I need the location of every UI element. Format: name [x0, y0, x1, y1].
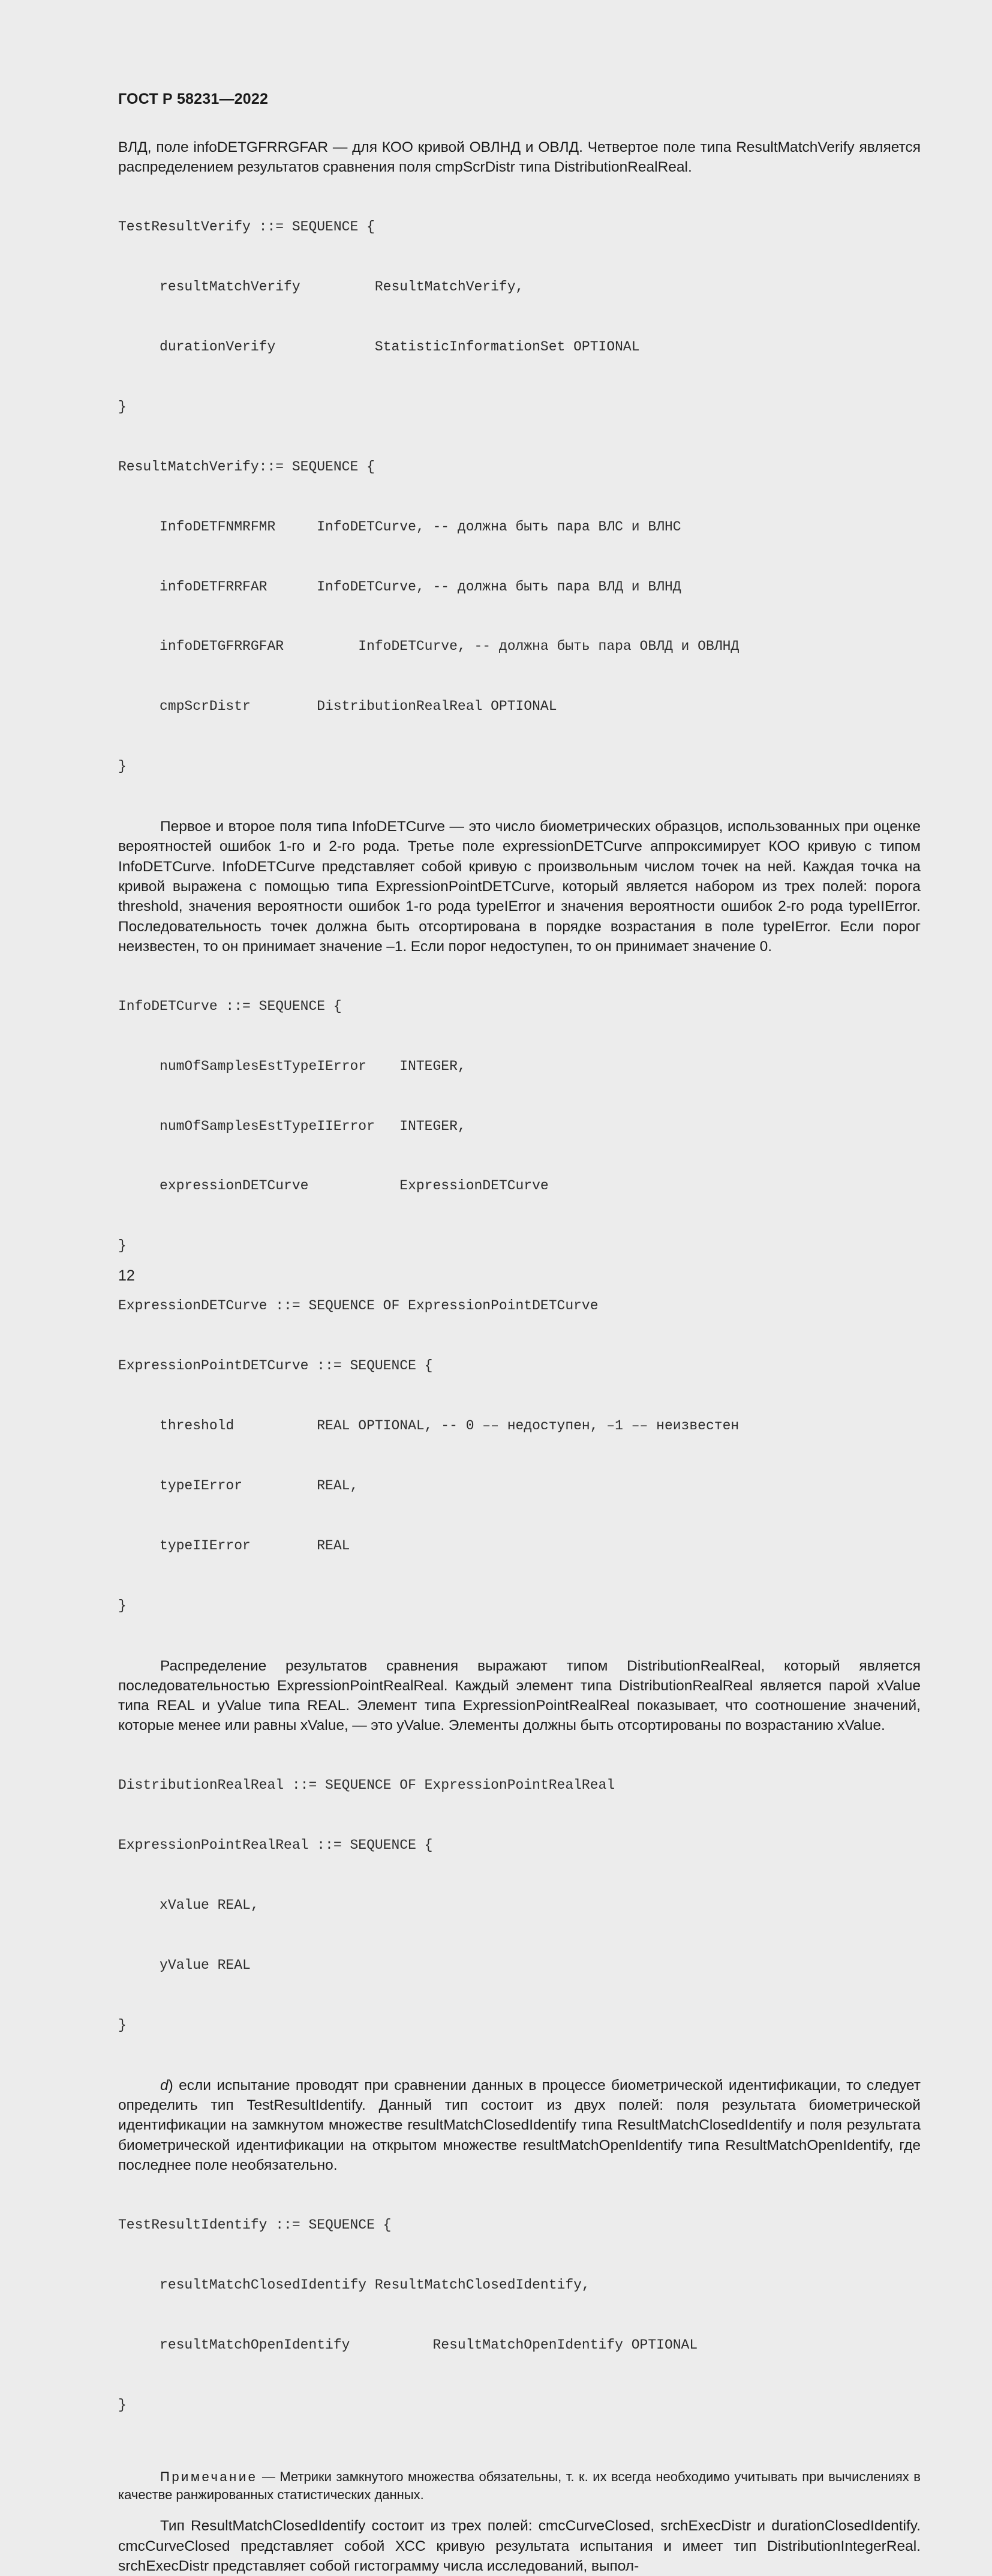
- code-line: }: [118, 2397, 127, 2413]
- code-line: resultMatchClosedIdentify ResultMatchClosedIdentify,: [118, 2277, 590, 2293]
- paragraph-closed-identify: Тип ResultMatchClosedIdentify состоит из трех полей: cmcCurveClosed, srchExecDistr и durationClosedIdentify. cmcCurveClosed представляет собой ХСС кривую результата испытания и имеет тип DistributionIntegerReal. srchExecDistr представляет собой гистограмму числа исследований, выпол-: [118, 2518, 921, 2575]
- code-line: ResultMatchVerify::= SEQUENCE {: [118, 458, 375, 475]
- code-line: xValue REAL,: [118, 1897, 259, 1914]
- code-line: ExpressionPointDETCurve ::= SEQUENCE {: [118, 1358, 433, 1374]
- paragraph-infodetcurve: Первое и второе поля типа InfoDETCurve — это число биометрических образцов, использованных при оценке вероятностей ошибок 1-го и 2-го рода. Третье поле expressionDETCurve аппроксимирует КОО кривую с типом InfoDETCurve. InfoDETCurve представляет собой кривую с произвольным числом точек на ней. Каждая точка на кривой выражена с помощью типа ExpressionPointDETCurve, который является набором из трех полей: порога threshold, значения вероятности ошибок 1-го рода typeIError и значения вероятности ошибок 2-го рода typeIIError. Последовательность точек должна быть отсортирована в порядке возрастания в поле typeIError. Если порог неизвестен, то он принимает значение –1. Если порог недоступен, то он принимает значение 0.: [118, 818, 921, 955]
- list-marker: d: [160, 2077, 169, 2094]
- code-line: }: [118, 398, 127, 415]
- code-line: infoDETGFRRGFAR InfoDETCurve, -- должна быть пара ОВЛД и ОВЛНД: [118, 638, 740, 655]
- page-content: [118, 137, 921, 2576]
- code-line: InfoDETFNMRFMR InfoDETCurve, -- должна быть пара ВЛС и ВЛНС: [118, 518, 681, 535]
- code-line: yValue REAL: [118, 1957, 251, 1974]
- paragraph-identify-text: ) если испытание проводят при сравнении данных в процессе биометрической идентификации, то следует определить тип TestResultIdentify. Данный тип состоит из двух полей: поля результата биометрической идентификации на замкнутом множестве resultMatchClosedIdentify типа ResultMatchClosedIdentify и поля результата биометрической идентификации на открытом множестве resultMatchOpenIdentify типа ResultMatchOpenIdentify, где последнее поле необязательно.: [118, 2077, 921, 2173]
- code-line: TestResultVerify ::= SEQUENCE {: [118, 219, 375, 235]
- code-block-verify: [118, 178, 921, 817]
- code-line: }: [118, 1238, 127, 1254]
- code-line: infoDETFRRFAR InfoDETCurve, -- должна быть пара ВЛД и ВЛНД: [118, 578, 681, 595]
- code-line: numOfSamplesEstTypeIError INTEGER,: [118, 1058, 466, 1074]
- note: [118, 2468, 921, 2504]
- paragraph-distribution: Распределение результатов сравнения выражают типом DistributionRealReal, который является последовательностью ExpressionPointRealReal. Каждый элемент типа DistributionRealReal является парой xValue типа REAL и yValue типа REAL. Элемент типа ExpressionPointRealReal показывает, что соотношение значений, которые менее или равны xValue, — это yValue. Элементы должны быть отсортированы по возрастанию xValue.: [118, 1657, 921, 1734]
- code-block-infodetcurve: [118, 956, 921, 1656]
- code-line: resultMatchVerify ResultMatchVerify,: [118, 279, 524, 295]
- code-line: }: [118, 2017, 127, 2033]
- code-line: numOfSamplesEstTypeIIError INTEGER,: [118, 1118, 466, 1134]
- standard-header: ГОСТ Р 58231—2022: [118, 91, 269, 107]
- code-line: durationVerify StatisticInformationSet OPTIONAL: [118, 338, 640, 355]
- code-line: typeIError REAL,: [118, 1477, 359, 1494]
- code-line: TestResultIdentify ::= SEQUENCE {: [118, 2217, 392, 2233]
- code-block-identify: [118, 2175, 921, 2455]
- code-line: expressionDETCurve ExpressionDETCurve: [118, 1178, 549, 1194]
- code-line: ExpressionDETCurve ::= SEQUENCE OF ExpressionPointDETCurve: [118, 1298, 599, 1314]
- code-line: typeIIError REAL: [118, 1537, 350, 1554]
- note-label: Примечание: [160, 2469, 258, 2485]
- code-line: cmpScrDistr DistributionRealReal OPTIONAL: [118, 698, 557, 715]
- code-line: resultMatchOpenIdentify ResultMatchOpenIdentify OPTIONAL: [118, 2337, 698, 2353]
- code-line: }: [118, 758, 127, 775]
- code-line: threshold REAL OPTIONAL, -- 0 –– недоступен, –1 –– неизвестен: [118, 1418, 740, 1434]
- code-line: ExpressionPointRealReal ::= SEQUENCE {: [118, 1837, 433, 1854]
- code-line: DistributionRealReal ::= SEQUENCE OF ExpressionPointRealReal: [118, 1777, 615, 1794]
- page-number: 12: [118, 1267, 135, 1284]
- code-line: }: [118, 1597, 127, 1614]
- code-block-distribution: [118, 1736, 921, 2076]
- paragraph-identify: [118, 2076, 921, 2175]
- paragraph-intro: ВЛД, поле infoDETGFRRGFAR — для КОО кривой ОВЛНД и ОВЛД. Четвертое поле типа ResultMatchVerify является распределением результатов сравнения поля cmpScrDistr типа DistributionRealReal.: [118, 139, 921, 176]
- code-line: InfoDETCurve ::= SEQUENCE {: [118, 998, 342, 1014]
- note-text: — Метрики замкнутого множества обязательны, т. к. их всегда необходимо учитывать при вычислениях в качестве ранжированных статистических данных.: [118, 2469, 921, 2503]
